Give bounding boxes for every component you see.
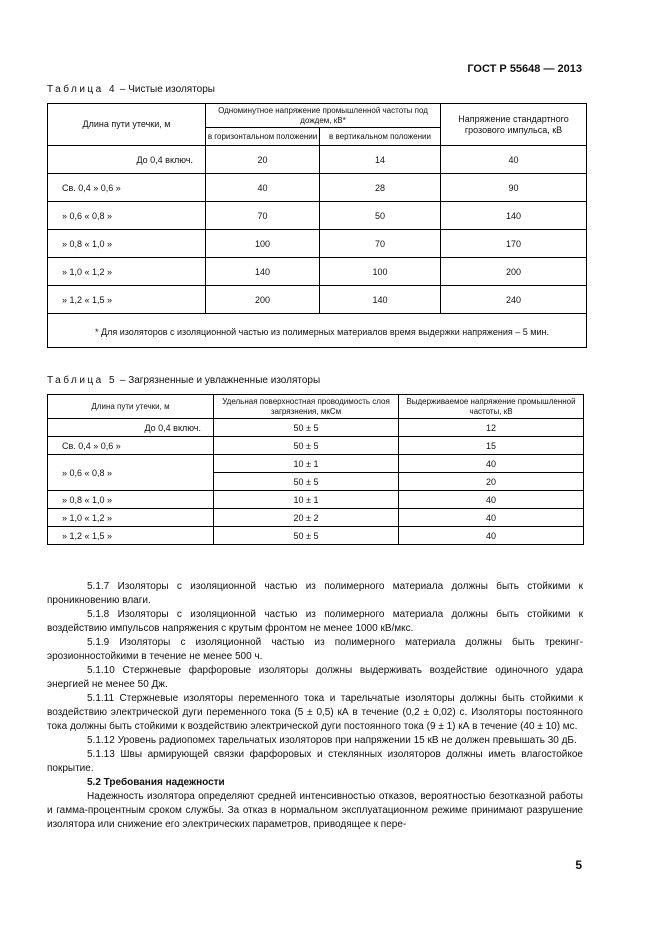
table-row: [48, 174, 587, 202]
table5-path-cell: » 1,0 « 1,2 »: [48, 509, 214, 527]
table5-cell: 10 ± 1: [214, 491, 399, 509]
table4-cell: 100: [206, 230, 320, 258]
paragraph: 5.1.12 Уровень радиопомех тарельчатых изоляторов при напряжении 15 кВ не должен превышать 30 дБ.: [87, 735, 577, 746]
table4-cell: 40: [206, 174, 320, 202]
table4-cell: 90: [441, 174, 587, 202]
table4-cell: 100: [320, 258, 441, 286]
table5-cell: 20 ± 2: [214, 509, 399, 527]
table4-caption-title: Чистые изоляторы: [128, 84, 215, 95]
document-header: ГОСТ Р 55648 — 2013: [467, 63, 582, 75]
table-row: [48, 230, 587, 258]
table-row: [48, 455, 584, 473]
table4-cell: 20: [206, 146, 320, 174]
table4-col-horizontal: в горизонтальном положении: [206, 128, 320, 146]
table5-cell: 40: [399, 509, 584, 527]
body-text: [47, 580, 583, 832]
table4-path-cell: » 0,8 « 1,0 »: [48, 230, 206, 258]
table-row: [48, 509, 584, 527]
table5-col-withstand: Выдерживаемое напряжение промышленной частоты, кВ: [399, 395, 584, 419]
table4-cell: 70: [320, 230, 441, 258]
table4-cell: 50: [320, 202, 441, 230]
table5: [47, 394, 584, 545]
table5-cell: 50 ± 5: [214, 473, 399, 491]
table4-cell: 140: [206, 258, 320, 286]
table5-cell: 40: [399, 455, 584, 473]
table-row: [48, 491, 584, 509]
table-row: [48, 527, 584, 545]
table4-path-cell: » 0,6 « 0,8 »: [48, 202, 206, 230]
table-row: [48, 419, 584, 437]
paragraph: 5.1.10 Стержневые фарфоровые изоляторы должны выдерживать воздействие одиночного удара энергией не менее 50 Дж.: [47, 665, 583, 690]
table4-footnote: * Для изоляторов с изоляционной частью из полимерных материалов время выдержки напряжения – 5 мин.: [48, 314, 587, 348]
table4-path-cell: » 1,0 « 1,2 »: [48, 258, 206, 286]
page-number: 5: [575, 858, 582, 872]
paragraph: 5.1.8 Изоляторы с изоляционной частью из полимерного материала должны быть стойкими к воздействию импульсов напряжения с крутым фронтом не менее 1000 кВ/мкс.: [47, 609, 583, 634]
table5-cell: 20: [399, 473, 584, 491]
table4-cell: 240: [441, 286, 587, 314]
table-row: [48, 258, 587, 286]
table5-path-cell: » 1,2 « 1,5 »: [48, 527, 214, 545]
table5-cell: 50 ± 5: [214, 437, 399, 455]
table4-col-vertical: в вертикальном положении: [320, 128, 441, 146]
paragraph: 5.1.13 Швы армирующей связки фарфоровых и стеклянных изоляторов должны иметь влагостойкое покрытие.: [47, 749, 583, 774]
table5-cell: 15: [399, 437, 584, 455]
table5-cell: 50 ± 5: [214, 527, 399, 545]
table-row: [48, 202, 587, 230]
table5-cell: 40: [399, 527, 584, 545]
table4: [47, 103, 587, 348]
table4-col-impulse: Напряжение стандартного грозового импульса, кВ: [441, 104, 587, 146]
table5-col-conductivity: Удельная поверхностная проводимость слоя загрязнения, мкСм: [214, 395, 399, 419]
section-heading: 5.2 Требования надежности: [87, 777, 225, 788]
table4-cell: 140: [320, 286, 441, 314]
table5-caption-prefix: Таблица 5: [47, 375, 118, 386]
table4-cell: 28: [320, 174, 441, 202]
table4-cell: 170: [441, 230, 587, 258]
table4-caption-prefix: Таблица 4: [47, 84, 118, 95]
table5-cell: 12: [399, 419, 584, 437]
paragraph: 5.1.7 Изоляторы с изоляционной частью из полимерного материала должны быть стойкими к проникновению влаги.: [47, 581, 583, 606]
table4-caption: Таблица 4 – Чистые изоляторы: [47, 84, 215, 95]
table4-cell: 200: [206, 286, 320, 314]
paragraph: Надежность изолятора определяют средней интенсивностью отказов, вероятностью безотказной работы и гамма-процентным сроком службы. За отказ в нормальном эксплуатационном режиме принимают разрушение изолятора или снижение его электрических параметров, приводящее к пере-: [47, 791, 583, 830]
table5-path-cell: » 0,8 « 1,0 »: [48, 491, 214, 509]
table4-path-cell: » 1,2 « 1,5 »: [48, 286, 206, 314]
table5-path-cell: » 0,6 « 0,8 »: [48, 455, 214, 491]
table-row: [48, 437, 584, 455]
table4-col-path: Длина пути утечки, м: [48, 104, 206, 146]
paragraph: 5.1.11 Стержневые изоляторы переменного тока и тарельчатые изоляторы должны быть стойкими к воздействию электрической дуги переменного тока (5 ± 0,5) кА в течение (0,2 ± 0,02) с. Изоляторы постоянного тока должны быть стойкими к воздействию электрической дуги постоянного тока (9 ± 1) кА в течение (40 ± 10) мс.: [47, 693, 583, 732]
table4-path-cell: Св. 0,4 » 0,6 »: [48, 174, 206, 202]
table5-path-cell: До 0,4 включ.: [48, 419, 214, 437]
table5-path-cell: Св. 0,4 » 0,6 »: [48, 437, 214, 455]
table4-cell: 14: [320, 146, 441, 174]
table5-caption-title: Загрязненные и увлажненные изоляторы: [128, 375, 321, 386]
table5-cell: 40: [399, 491, 584, 509]
table-row: [48, 286, 587, 314]
table4-cell: 200: [441, 258, 587, 286]
table5-caption: Таблица 5 – Загрязненные и увлажненные изоляторы: [47, 375, 321, 386]
table4-col-oneminute: Одноминутное напряжение промышленной частоты под дождем, кВ*: [206, 104, 441, 128]
table4-cell: 70: [206, 202, 320, 230]
table5-cell: 50 ± 5: [214, 419, 399, 437]
table-row: [48, 146, 587, 174]
table5-col-path: Длина пути утечки, м: [48, 395, 214, 419]
paragraph: 5.1.9 Изоляторы с изоляционной частью из полимерного материала должны быть трекинг-эрозионностойкими в течение не менее 500 ч.: [47, 637, 583, 662]
table4-cell: 140: [441, 202, 587, 230]
table4-cell: 40: [441, 146, 587, 174]
table4-path-cell: До 0,4 включ.: [48, 146, 206, 174]
table5-cell: 10 ± 1: [214, 455, 399, 473]
